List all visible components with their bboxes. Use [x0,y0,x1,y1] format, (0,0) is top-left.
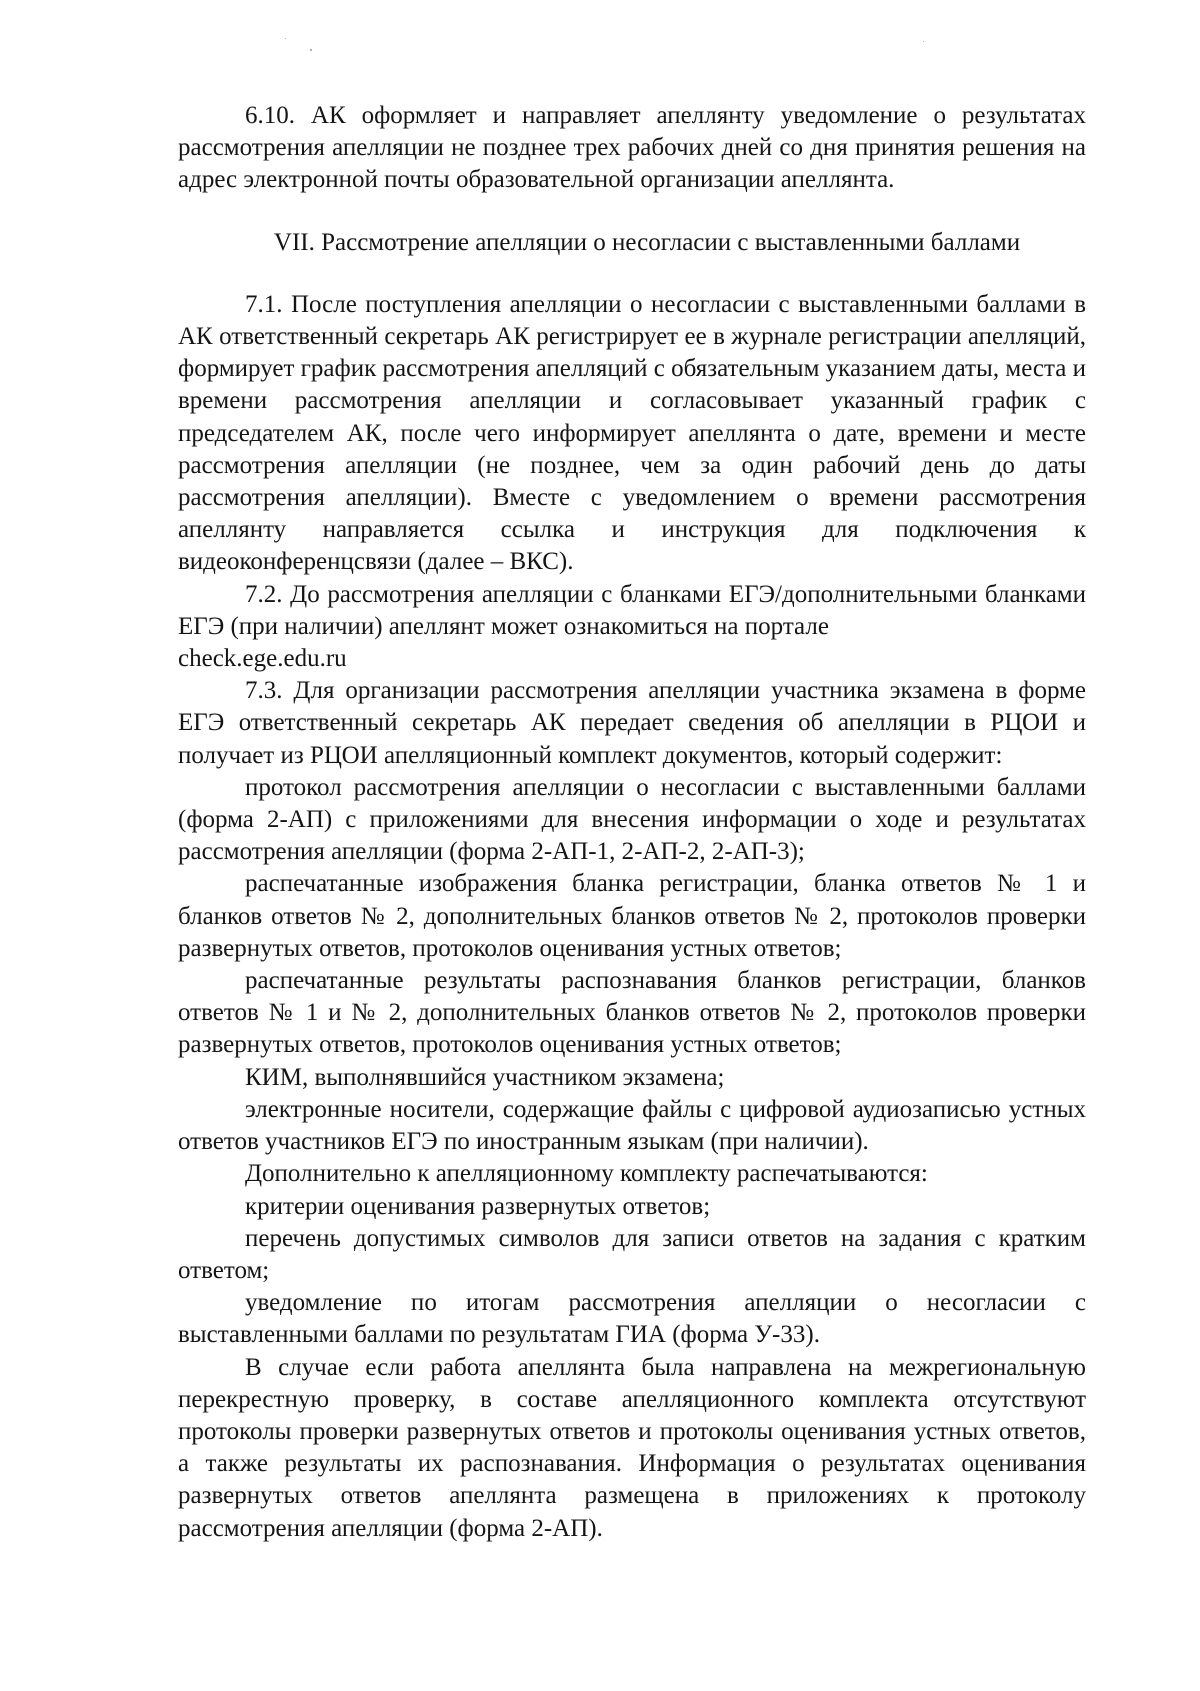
document-body [178,100,1086,1545]
list-item-kim: КИМ, выполнявшийся участником экзамена; [245,1063,725,1091]
scan-speck [285,38,286,39]
scan-speck [923,41,924,42]
section-heading: VII. Рассмотрение апелляции о несогласии с выставленными баллами [273,228,1021,256]
paragraph-7-2: 7.2. До рассмотрения апелляции с бланками ЕГЭ/дополнительными бланками ЕГЭ (при наличии) апеллянт может ознакомиться на портале [178,580,1086,640]
list-item-notice: уведомление по итогам рассмотрения апелляции о несогласии с выставленными баллами по результатам ГИА (форма У-33). [178,1289,1086,1349]
scan-speck [310,49,312,51]
paragraph-cross-check: В случае если работа апеллянта была направлена на межрегиональную перекрестную проверку, в составе апелляционного комплекта отсутствуют протоколы проверки развернутых ответов и протоколы оценивания устных ответов, а также результаты их распознавания. Информация о результатах оценивания развернутых ответов апеллянта размещена в приложениях к протоколу рассмотрения апелляции (форма 2-АП). [178,1353,1086,1542]
list-item-symbols: перечень допустимых символов для записи ответов на задания с кратким ответом; [178,1224,1086,1284]
portal-link-text: check.ege.edu.ru [178,645,347,673]
paragraph-6-10: 6.10. АК оформляет и направляет апеллянту уведомление о результатах рассмотрения апелляции не позднее трех рабочих дней со дня принятия решения на адрес электронной почты образовательной организации апеллянта. [178,102,1086,194]
additional-intro: Дополнительно к апелляционному комплекту распечатываются: [245,1160,928,1188]
list-item-protocol: протокол рассмотрения апелляции о несогласии с выставленными баллами (форма 2-АП) с приложениями для внесения информации о ходе и результатах рассмотрения апелляции (форма 2-АП-1, 2-АП-2, 2-АП-3); [178,773,1086,866]
list-item-media: электронные носители, содержащие файлы с цифровой аудиозаписью устных ответов участников ЕГЭ по иностранным языкам (при наличии). [178,1095,1086,1156]
list-item-images: распечатанные изображения бланка регистрации, бланка ответов № 1 и бланков ответов № 2, дополнительных бланков ответов № 2, протоколов проверки развернутых ответов, протоколов оценивания устных ответов; [178,870,1086,962]
paragraph-7-1: 7.1. После поступления апелляции о несогласии с выставленными баллами в АК ответственный секретарь АК регистрирует ее в журнале регистрации апелляций, формирует график рассмотрения апелляций с обязательным указанием даты, места и времени рассмотрения апелляции и согласовывает указанный график с председателем АК, после чего информирует апеллянта о дате, времени и месте рассмотрения апелляции (не позднее, чем за один рабочий день до даты рассмотрения апелляции). Вместе с уведомлением о времени рассмотрения апеллянту направляется ссылка и инструкция для подключения к видеоконференцсвязи (далее – ВКС). [178,290,1086,576]
paragraph-7-3: 7.3. Для организации рассмотрения апелляции участника экзамена в форме ЕГЭ ответственный секретарь АК передает сведения об апелляции в РЦОИ и получает из РЦОИ апелляционный комплект документов, который содержит: [178,677,1086,769]
list-item-recognition: распечатанные результаты распознавания бланков регистрации, бланков ответов № 1 и № 2, дополнительных бланков ответов № 2, протоколов проверки развернутых ответов, протоколов оценивания устных ответов; [178,967,1086,1059]
list-item-criteria: критерии оценивания развернутых ответов; [245,1192,711,1220]
